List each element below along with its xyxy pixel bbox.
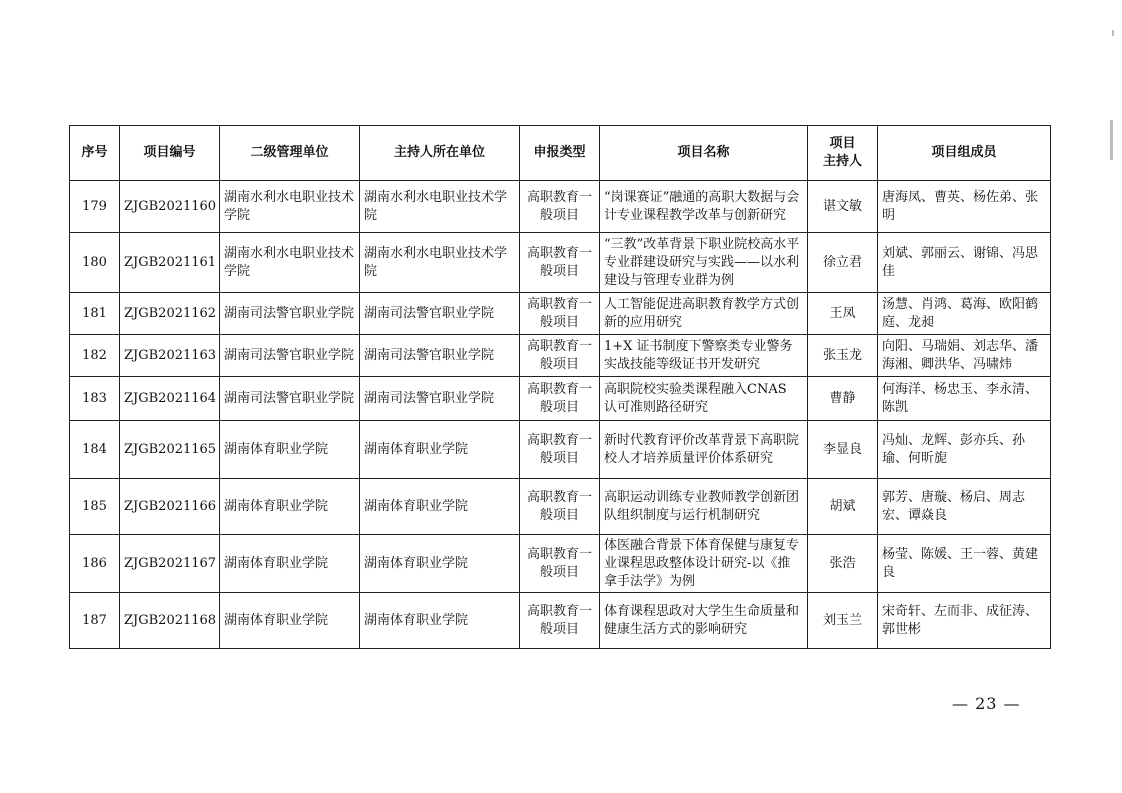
team-members: 向阳、马瑞娟、刘志华、潘海湘、卿洪华、冯啸炜 xyxy=(878,335,1051,377)
team-members: 宋奇轩、左而非、成征涛、郭世彬 xyxy=(878,593,1051,649)
management-unit: 湖南体育职业学院 xyxy=(220,479,360,535)
row-number: 180 xyxy=(70,233,120,293)
application-type: 高职教育一般项目 xyxy=(520,535,600,593)
host-organization: 湖南司法警官职业学院 xyxy=(360,335,520,377)
application-type: 高职教育一般项目 xyxy=(520,181,600,233)
project-code: ZJGB2021163 xyxy=(120,335,220,377)
project-name: 体育课程思政对大学生生命质量和健康生活方式的影响研究 xyxy=(600,593,808,649)
table-header-row xyxy=(70,126,1051,181)
row-number: 183 xyxy=(70,377,120,421)
column-header: 项目 主持人 xyxy=(808,126,878,181)
project-name: 高职运动训练专业教师教学创新团队组织制度与运行机制研究 xyxy=(600,479,808,535)
management-unit: 湖南体育职业学院 xyxy=(220,421,360,479)
host-organization: 湖南体育职业学院 xyxy=(360,479,520,535)
column-header: 二级管理单位 xyxy=(220,126,360,181)
project-code: ZJGB2021165 xyxy=(120,421,220,479)
project-code: ZJGB2021166 xyxy=(120,479,220,535)
project-name: 1+X 证书制度下警察类专业警务实战技能等级证书开发研究 xyxy=(600,335,808,377)
application-type: 高职教育一般项目 xyxy=(520,421,600,479)
table-row xyxy=(70,421,1051,479)
project-code: ZJGB2021161 xyxy=(120,233,220,293)
project-name: “三教”改革背景下职业院校高水平专业群建设研究与实践——以水利建设与管理专业群为例 xyxy=(600,233,808,293)
host-organization: 湖南水利水电职业技术学院 xyxy=(360,233,520,293)
column-header: 申报类型 xyxy=(520,126,600,181)
row-number: 182 xyxy=(70,335,120,377)
project-name: 高职院校实验类课程融入CNAS 认可准则路径研究 xyxy=(600,377,808,421)
team-members: 杨莹、陈媛、王一蓉、黄建良 xyxy=(878,535,1051,593)
project-host: 曹静 xyxy=(808,377,878,421)
team-members: 郭芳、唐璇、杨启、周志宏、谭焱良 xyxy=(878,479,1051,535)
management-unit: 湖南水利水电职业技术学院 xyxy=(220,233,360,293)
management-unit: 湖南司法警官职业学院 xyxy=(220,335,360,377)
project-code: ZJGB2021162 xyxy=(120,293,220,335)
application-type: 高职教育一般项目 xyxy=(520,335,600,377)
column-header: 项目组成员 xyxy=(878,126,1051,181)
row-number: 186 xyxy=(70,535,120,593)
project-code: ZJGB2021160 xyxy=(120,181,220,233)
application-type: 高职教育一般项目 xyxy=(520,233,600,293)
row-number: 181 xyxy=(70,293,120,335)
host-organization: 湖南体育职业学院 xyxy=(360,593,520,649)
project-code: ZJGB2021164 xyxy=(120,377,220,421)
application-type: 高职教育一般项目 xyxy=(520,377,600,421)
scan-mark xyxy=(1112,30,1114,36)
project-name: 新时代教育评价改革背景下高职院校人才培养质量评价体系研究 xyxy=(600,421,808,479)
management-unit: 湖南司法警官职业学院 xyxy=(220,377,360,421)
project-name: “岗课赛证”融通的高职大数据与会计专业课程教学改革与创新研究 xyxy=(600,181,808,233)
column-header: 项目名称 xyxy=(600,126,808,181)
project-table xyxy=(69,125,1051,649)
scan-mark xyxy=(1110,120,1113,160)
table-row xyxy=(70,293,1051,335)
team-members: 唐海凤、曹英、杨佐弟、张明 xyxy=(878,181,1051,233)
team-members: 冯灿、龙辉、彭亦兵、孙瑜、何昕旎 xyxy=(878,421,1051,479)
project-host: 胡斌 xyxy=(808,479,878,535)
table-body xyxy=(70,181,1051,649)
project-host: 刘玉兰 xyxy=(808,593,878,649)
table-row xyxy=(70,479,1051,535)
host-organization: 湖南司法警官职业学院 xyxy=(360,377,520,421)
row-number: 184 xyxy=(70,421,120,479)
host-organization: 湖南水利水电职业技术学院 xyxy=(360,181,520,233)
column-header: 序号 xyxy=(70,126,120,181)
project-code: ZJGB2021167 xyxy=(120,535,220,593)
management-unit: 湖南司法警官职业学院 xyxy=(220,293,360,335)
project-host: 谌文敏 xyxy=(808,181,878,233)
application-type: 高职教育一般项目 xyxy=(520,293,600,335)
table-row xyxy=(70,377,1051,421)
row-number: 179 xyxy=(70,181,120,233)
management-unit: 湖南体育职业学院 xyxy=(220,535,360,593)
host-organization: 湖南司法警官职业学院 xyxy=(360,293,520,335)
project-name: 人工智能促进高职教育教学方式创新的应用研究 xyxy=(600,293,808,335)
row-number: 185 xyxy=(70,479,120,535)
host-organization: 湖南体育职业学院 xyxy=(360,421,520,479)
project-host: 张玉龙 xyxy=(808,335,878,377)
page-number: — 23 — xyxy=(952,694,1021,713)
project-host: 张浩 xyxy=(808,535,878,593)
project-host: 徐立君 xyxy=(808,233,878,293)
host-organization: 湖南体育职业学院 xyxy=(360,535,520,593)
team-members: 刘斌、郭丽云、谢锦、冯思佳 xyxy=(878,233,1051,293)
project-host: 王凤 xyxy=(808,293,878,335)
management-unit: 湖南体育职业学院 xyxy=(220,593,360,649)
column-header: 主持人所在单位 xyxy=(360,126,520,181)
project-host: 李显良 xyxy=(808,421,878,479)
team-members: 汤慧、肖鸿、葛海、欧阳鹤庭、龙昶 xyxy=(878,293,1051,335)
management-unit: 湖南水利水电职业技术学院 xyxy=(220,181,360,233)
project-name: 体医融合背景下体育保健与康复专业课程思政整体设计研究-以《推拿手法学》为例 xyxy=(600,535,808,593)
table-row xyxy=(70,535,1051,593)
team-members: 何海洋、杨忠玉、李永清、陈凯 xyxy=(878,377,1051,421)
table-row xyxy=(70,593,1051,649)
application-type: 高职教育一般项目 xyxy=(520,479,600,535)
table-row xyxy=(70,335,1051,377)
table-row xyxy=(70,181,1051,233)
project-code: ZJGB2021168 xyxy=(120,593,220,649)
row-number: 187 xyxy=(70,593,120,649)
application-type: 高职教育一般项目 xyxy=(520,593,600,649)
table-row xyxy=(70,233,1051,293)
column-header: 项目编号 xyxy=(120,126,220,181)
